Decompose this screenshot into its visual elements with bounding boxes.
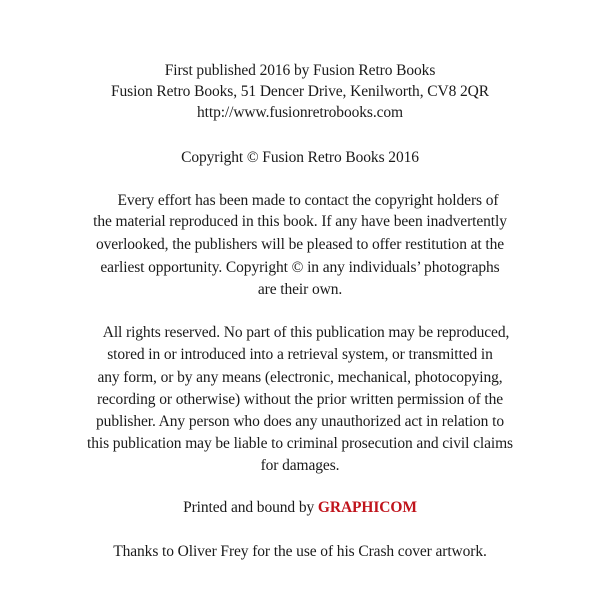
rights-paragraph-line-7: for damages. <box>260 457 340 474</box>
printed-line <box>0 498 600 518</box>
effort-paragraph-line-5: are their own. <box>257 281 343 298</box>
effort-paragraph-line-2: the material reproduced in this book. If any have been inadvertently <box>93 213 507 230</box>
rights-paragraph-line-3: any form, or by any means (electronic, mechanical, photocopying, <box>97 369 503 386</box>
rights-paragraph-line-1: All rights reserved. No part of this publication may be reproduced, <box>102 324 510 341</box>
publisher-website-line: http://www.fusionretrobooks.com <box>197 104 403 121</box>
rights-paragraph-line-5: publisher. Any person who does any unauthorized act in relation to <box>96 413 504 430</box>
first-published-line: First published 2016 by Fusion Retro Books <box>164 62 436 79</box>
printed-prefix: Printed and bound by <box>183 499 318 516</box>
thanks-line: Thanks to Oliver Frey for the use of his Crash cover artwork. <box>113 543 487 560</box>
printer-name: GRAPHICOM <box>317 499 417 516</box>
effort-paragraph-line-4: earliest opportunity. Copyright © in any individuals’ photographs <box>100 259 500 276</box>
effort-paragraph-line-3: overlooked, the publishers will be pleased to offer restitution at the <box>95 236 505 253</box>
rights-paragraph-line-4: recording or otherwise) without the prior written permission of the <box>96 391 504 408</box>
effort-paragraph-line-1: Every effort has been made to contact the copyright holders of <box>117 192 499 209</box>
copyright-line: Copyright © Fusion Retro Books 2016 <box>181 149 419 166</box>
rights-paragraph-line-2: stored in or introduced into a retrieval system, or transmitted in <box>107 346 493 363</box>
publisher-address-line: Fusion Retro Books, 51 Dencer Drive, Kenilworth, CV8 2QR <box>111 83 489 100</box>
rights-paragraph-line-6: this publication may be liable to criminal prosecution and civil claims <box>87 435 513 452</box>
